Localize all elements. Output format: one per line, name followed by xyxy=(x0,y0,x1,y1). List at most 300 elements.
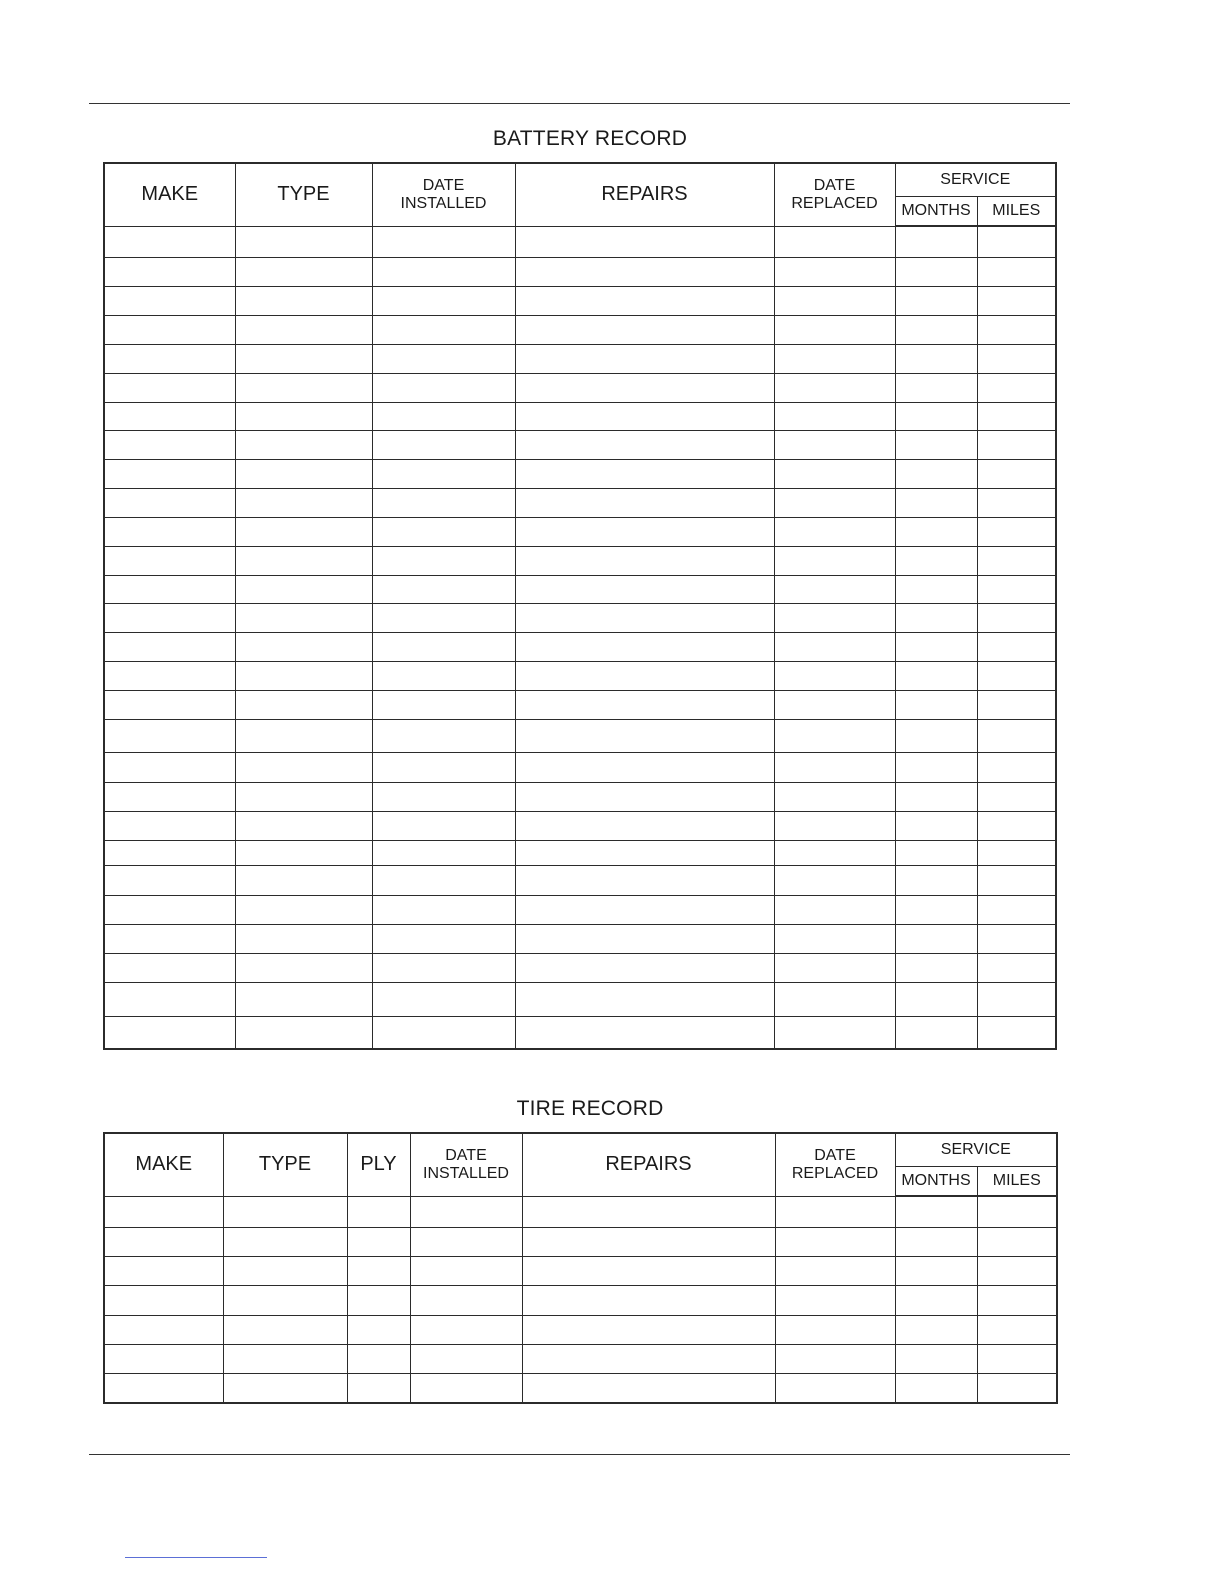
tire-cell[interactable] xyxy=(347,1285,410,1315)
bottom-rule xyxy=(89,1454,1070,1455)
battery-cell[interactable] xyxy=(895,430,977,459)
tire-cell[interactable] xyxy=(223,1227,347,1256)
battery-row xyxy=(104,257,1056,286)
battery-cell[interactable] xyxy=(977,895,1056,924)
battery-cell[interactable] xyxy=(515,603,774,632)
battery-cell[interactable] xyxy=(977,603,1056,632)
battery-cell[interactable] xyxy=(372,895,515,924)
battery-cell[interactable] xyxy=(774,632,895,661)
battery-cell[interactable] xyxy=(515,782,774,811)
battery-cell[interactable] xyxy=(895,719,977,752)
battery-row xyxy=(104,982,1056,1016)
tire-header-ply: PLY xyxy=(347,1133,410,1196)
battery-cell[interactable] xyxy=(104,865,235,895)
battery-cell[interactable] xyxy=(104,373,235,402)
battery-cell[interactable] xyxy=(895,895,977,924)
battery-cell[interactable] xyxy=(104,752,235,782)
tire-cell[interactable] xyxy=(104,1315,223,1344)
battery-cell[interactable] xyxy=(104,1016,235,1049)
battery-header-date-replaced: DATE REPLACED xyxy=(774,163,895,226)
battery-cell[interactable] xyxy=(895,459,977,488)
battery-row xyxy=(104,488,1056,517)
battery-cell[interactable] xyxy=(774,840,895,865)
tire-cell[interactable] xyxy=(410,1315,522,1344)
battery-cell[interactable] xyxy=(372,865,515,895)
battery-cell[interactable] xyxy=(235,982,372,1016)
battery-cell[interactable] xyxy=(104,575,235,603)
battery-cell[interactable] xyxy=(515,924,774,953)
battery-cell[interactable] xyxy=(895,257,977,286)
battery-row xyxy=(104,575,1056,603)
battery-cell[interactable] xyxy=(774,752,895,782)
battery-cell[interactable] xyxy=(895,924,977,953)
tire-cell[interactable] xyxy=(104,1227,223,1256)
tire-cell[interactable] xyxy=(522,1373,775,1403)
battery-cell[interactable] xyxy=(977,257,1056,286)
battery-cell[interactable] xyxy=(977,226,1056,257)
battery-row xyxy=(104,603,1056,632)
battery-cell[interactable] xyxy=(774,257,895,286)
battery-cell[interactable] xyxy=(774,430,895,459)
battery-cell[interactable] xyxy=(977,575,1056,603)
battery-cell[interactable] xyxy=(235,1016,372,1049)
battery-cell[interactable] xyxy=(104,690,235,719)
battery-cell[interactable] xyxy=(372,811,515,840)
battery-cell[interactable] xyxy=(977,632,1056,661)
battery-cell[interactable] xyxy=(774,517,895,546)
battery-cell[interactable] xyxy=(895,546,977,575)
tire-header-miles: MILES xyxy=(977,1167,1057,1197)
battery-cell[interactable] xyxy=(104,546,235,575)
tire-header-type: TYPE xyxy=(223,1133,347,1196)
battery-cell[interactable] xyxy=(235,257,372,286)
battery-row xyxy=(104,924,1056,953)
tire-cell[interactable] xyxy=(977,1196,1057,1227)
tire-cell[interactable] xyxy=(895,1373,977,1403)
battery-cell[interactable] xyxy=(895,840,977,865)
battery-cell[interactable] xyxy=(372,1016,515,1049)
battery-cell[interactable] xyxy=(977,488,1056,517)
battery-cell[interactable] xyxy=(977,344,1056,373)
battery-cell[interactable] xyxy=(977,430,1056,459)
battery-cell[interactable] xyxy=(372,315,515,344)
battery-row xyxy=(104,373,1056,402)
battery-cell[interactable] xyxy=(515,402,774,430)
battery-cell[interactable] xyxy=(104,924,235,953)
battery-cell[interactable] xyxy=(235,603,372,632)
battery-cell[interactable] xyxy=(235,488,372,517)
battery-cell[interactable] xyxy=(515,459,774,488)
battery-cell[interactable] xyxy=(515,257,774,286)
battery-cell[interactable] xyxy=(515,895,774,924)
battery-row xyxy=(104,895,1056,924)
battery-cell[interactable] xyxy=(372,344,515,373)
battery-cell[interactable] xyxy=(104,953,235,982)
tire-cell[interactable] xyxy=(775,1256,895,1285)
tire-cell[interactable] xyxy=(347,1373,410,1403)
tire-cell[interactable] xyxy=(977,1256,1057,1285)
battery-cell[interactable] xyxy=(372,603,515,632)
battery-cell[interactable] xyxy=(104,811,235,840)
battery-cell[interactable] xyxy=(235,752,372,782)
battery-cell[interactable] xyxy=(104,286,235,315)
battery-cell[interactable] xyxy=(895,315,977,344)
battery-row xyxy=(104,752,1056,782)
battery-cell[interactable] xyxy=(372,257,515,286)
battery-cell[interactable] xyxy=(774,373,895,402)
battery-cell[interactable] xyxy=(235,661,372,690)
footer-link-underline xyxy=(125,1557,267,1558)
battery-cell[interactable] xyxy=(515,719,774,752)
battery-cell[interactable] xyxy=(235,286,372,315)
battery-cell[interactable] xyxy=(774,315,895,344)
tire-cell[interactable] xyxy=(223,1315,347,1344)
tire-cell[interactable] xyxy=(347,1227,410,1256)
battery-cell[interactable] xyxy=(895,632,977,661)
tire-cell[interactable] xyxy=(895,1256,977,1285)
battery-row xyxy=(104,690,1056,719)
battery-cell[interactable] xyxy=(977,840,1056,865)
battery-cell[interactable] xyxy=(895,865,977,895)
tire-cell[interactable] xyxy=(522,1256,775,1285)
tire-cell[interactable] xyxy=(977,1227,1057,1256)
battery-cell[interactable] xyxy=(515,953,774,982)
battery-cell[interactable] xyxy=(774,782,895,811)
tire-cell[interactable] xyxy=(977,1285,1057,1315)
tire-cell[interactable] xyxy=(410,1227,522,1256)
battery-cell[interactable] xyxy=(774,953,895,982)
battery-cell[interactable] xyxy=(372,840,515,865)
battery-cell[interactable] xyxy=(774,811,895,840)
battery-cell[interactable] xyxy=(515,226,774,257)
battery-cell[interactable] xyxy=(977,752,1056,782)
battery-cell[interactable] xyxy=(372,782,515,811)
tire-cell[interactable] xyxy=(347,1196,410,1227)
tire-cell[interactable] xyxy=(522,1196,775,1227)
tire-cell[interactable] xyxy=(977,1315,1057,1344)
battery-header-months: MONTHS xyxy=(895,197,977,227)
battery-cell[interactable] xyxy=(774,344,895,373)
battery-cell[interactable] xyxy=(372,546,515,575)
battery-cell[interactable] xyxy=(372,982,515,1016)
battery-row xyxy=(104,344,1056,373)
tire-cell[interactable] xyxy=(347,1256,410,1285)
tire-cell[interactable] xyxy=(895,1344,977,1373)
tire-cell[interactable] xyxy=(775,1285,895,1315)
battery-cell[interactable] xyxy=(895,782,977,811)
battery-row xyxy=(104,286,1056,315)
battery-cell[interactable] xyxy=(977,517,1056,546)
battery-cell[interactable] xyxy=(235,895,372,924)
battery-row xyxy=(104,811,1056,840)
tire-cell[interactable] xyxy=(104,1344,223,1373)
battery-cell[interactable] xyxy=(977,1016,1056,1049)
tire-cell[interactable] xyxy=(410,1256,522,1285)
battery-cell[interactable] xyxy=(774,1016,895,1049)
battery-cell[interactable] xyxy=(104,632,235,661)
tire-cell[interactable] xyxy=(410,1344,522,1373)
battery-record-table xyxy=(103,162,1057,1050)
battery-cell[interactable] xyxy=(235,719,372,752)
battery-cell[interactable] xyxy=(774,603,895,632)
battery-cell[interactable] xyxy=(977,661,1056,690)
battery-cell[interactable] xyxy=(515,840,774,865)
tire-cell[interactable] xyxy=(223,1196,347,1227)
tire-cell[interactable] xyxy=(895,1227,977,1256)
tire-row xyxy=(104,1227,1057,1256)
battery-cell[interactable] xyxy=(104,315,235,344)
tire-cell[interactable] xyxy=(223,1373,347,1403)
battery-cell[interactable] xyxy=(515,1016,774,1049)
tire-cell[interactable] xyxy=(775,1315,895,1344)
battery-cell[interactable] xyxy=(372,459,515,488)
battery-cell[interactable] xyxy=(774,402,895,430)
battery-cell[interactable] xyxy=(515,865,774,895)
battery-cell[interactable] xyxy=(104,517,235,546)
tire-cell[interactable] xyxy=(775,1344,895,1373)
battery-cell[interactable] xyxy=(977,953,1056,982)
battery-cell[interactable] xyxy=(104,226,235,257)
battery-cell[interactable] xyxy=(372,373,515,402)
tire-cell[interactable] xyxy=(522,1227,775,1256)
battery-header-repairs: REPAIRS xyxy=(515,163,774,226)
battery-header-miles: MILES xyxy=(977,197,1056,227)
battery-cell[interactable] xyxy=(372,575,515,603)
battery-cell[interactable] xyxy=(774,488,895,517)
battery-cell[interactable] xyxy=(235,690,372,719)
battery-cell[interactable] xyxy=(372,690,515,719)
battery-cell[interactable] xyxy=(895,286,977,315)
battery-row xyxy=(104,840,1056,865)
battery-cell[interactable] xyxy=(235,782,372,811)
battery-cell[interactable] xyxy=(372,661,515,690)
battery-header-service: SERVICE xyxy=(895,163,1056,197)
battery-cell[interactable] xyxy=(372,924,515,953)
battery-cell[interactable] xyxy=(774,895,895,924)
battery-cell[interactable] xyxy=(515,344,774,373)
battery-cell[interactable] xyxy=(235,459,372,488)
battery-cell[interactable] xyxy=(977,373,1056,402)
tire-cell[interactable] xyxy=(223,1285,347,1315)
battery-cell[interactable] xyxy=(372,632,515,661)
battery-row xyxy=(104,459,1056,488)
tire-cell[interactable] xyxy=(977,1373,1057,1403)
battery-cell[interactable] xyxy=(774,865,895,895)
battery-cell[interactable] xyxy=(977,546,1056,575)
battery-cell[interactable] xyxy=(104,603,235,632)
battery-cell[interactable] xyxy=(515,982,774,1016)
battery-cell[interactable] xyxy=(895,344,977,373)
tire-cell[interactable] xyxy=(775,1227,895,1256)
battery-cell[interactable] xyxy=(977,719,1056,752)
battery-row xyxy=(104,865,1056,895)
battery-cell[interactable] xyxy=(774,982,895,1016)
battery-cell[interactable] xyxy=(372,517,515,546)
tire-cell[interactable] xyxy=(775,1373,895,1403)
battery-cell[interactable] xyxy=(895,603,977,632)
battery-cell[interactable] xyxy=(977,286,1056,315)
battery-row xyxy=(104,226,1056,257)
top-rule xyxy=(89,103,1070,104)
battery-cell[interactable] xyxy=(515,632,774,661)
battery-cell[interactable] xyxy=(515,546,774,575)
battery-cell[interactable] xyxy=(515,752,774,782)
battery-cell[interactable] xyxy=(977,982,1056,1016)
tire-cell[interactable] xyxy=(895,1285,977,1315)
tire-cell[interactable] xyxy=(104,1285,223,1315)
tire-cell[interactable] xyxy=(977,1344,1057,1373)
battery-cell[interactable] xyxy=(895,752,977,782)
battery-cell[interactable] xyxy=(895,953,977,982)
battery-cell[interactable] xyxy=(372,719,515,752)
battery-cell[interactable] xyxy=(895,1016,977,1049)
battery-cell[interactable] xyxy=(774,661,895,690)
battery-cell[interactable] xyxy=(372,286,515,315)
battery-cell[interactable] xyxy=(104,895,235,924)
battery-cell[interactable] xyxy=(235,953,372,982)
tire-cell[interactable] xyxy=(522,1315,775,1344)
battery-cell[interactable] xyxy=(104,430,235,459)
battery-cell[interactable] xyxy=(774,226,895,257)
battery-cell[interactable] xyxy=(895,517,977,546)
battery-cell[interactable] xyxy=(235,632,372,661)
battery-cell[interactable] xyxy=(895,226,977,257)
battery-cell[interactable] xyxy=(104,982,235,1016)
battery-cell[interactable] xyxy=(895,811,977,840)
battery-row xyxy=(104,1016,1056,1049)
battery-cell[interactable] xyxy=(774,459,895,488)
battery-cell[interactable] xyxy=(977,402,1056,430)
battery-cell[interactable] xyxy=(774,575,895,603)
battery-cell[interactable] xyxy=(235,546,372,575)
battery-cell[interactable] xyxy=(515,315,774,344)
tire-header-make: MAKE xyxy=(104,1133,223,1196)
tire-cell[interactable] xyxy=(347,1344,410,1373)
battery-row xyxy=(104,315,1056,344)
battery-cell[interactable] xyxy=(515,661,774,690)
tire-cell[interactable] xyxy=(410,1373,522,1403)
battery-cell[interactable] xyxy=(104,402,235,430)
battery-cell[interactable] xyxy=(774,546,895,575)
tire-cell[interactable] xyxy=(223,1344,347,1373)
tire-cell[interactable] xyxy=(347,1315,410,1344)
battery-cell[interactable] xyxy=(235,865,372,895)
battery-row xyxy=(104,953,1056,982)
tire-row xyxy=(104,1315,1057,1344)
battery-cell[interactable] xyxy=(235,430,372,459)
battery-cell[interactable] xyxy=(774,719,895,752)
battery-cell[interactable] xyxy=(104,344,235,373)
battery-cell[interactable] xyxy=(372,430,515,459)
battery-cell[interactable] xyxy=(515,517,774,546)
battery-cell[interactable] xyxy=(235,517,372,546)
battery-header-type: TYPE xyxy=(235,163,372,226)
battery-cell[interactable] xyxy=(515,811,774,840)
battery-row xyxy=(104,546,1056,575)
battery-cell[interactable] xyxy=(895,661,977,690)
battery-row xyxy=(104,430,1056,459)
battery-cell[interactable] xyxy=(372,752,515,782)
battery-record-rows xyxy=(104,226,1056,1049)
battery-cell[interactable] xyxy=(235,840,372,865)
tire-cell[interactable] xyxy=(522,1285,775,1315)
battery-cell[interactable] xyxy=(235,402,372,430)
battery-cell[interactable] xyxy=(774,924,895,953)
tire-cell[interactable] xyxy=(223,1256,347,1285)
tire-cell[interactable] xyxy=(410,1285,522,1315)
battery-cell[interactable] xyxy=(235,315,372,344)
battery-header-date-installed: DATE INSTALLED xyxy=(372,163,515,226)
battery-cell[interactable] xyxy=(515,690,774,719)
battery-cell[interactable] xyxy=(977,782,1056,811)
battery-cell[interactable] xyxy=(895,373,977,402)
battery-cell[interactable] xyxy=(235,811,372,840)
battery-cell[interactable] xyxy=(895,402,977,430)
tire-record-rows xyxy=(104,1196,1057,1403)
battery-cell[interactable] xyxy=(372,953,515,982)
battery-cell[interactable] xyxy=(515,373,774,402)
battery-cell[interactable] xyxy=(774,690,895,719)
battery-cell[interactable] xyxy=(104,459,235,488)
tire-header-service: SERVICE xyxy=(895,1133,1057,1167)
battery-cell[interactable] xyxy=(104,488,235,517)
battery-cell[interactable] xyxy=(372,402,515,430)
tire-header-date-replaced: DATE REPLACED xyxy=(775,1133,895,1196)
tire-cell[interactable] xyxy=(104,1373,223,1403)
tire-cell[interactable] xyxy=(895,1196,977,1227)
battery-cell[interactable] xyxy=(372,226,515,257)
tire-record-table xyxy=(103,1132,1058,1404)
tire-cell[interactable] xyxy=(410,1196,522,1227)
battery-cell[interactable] xyxy=(515,430,774,459)
battery-cell[interactable] xyxy=(895,488,977,517)
battery-cell[interactable] xyxy=(235,226,372,257)
battery-cell[interactable] xyxy=(515,575,774,603)
battery-cell[interactable] xyxy=(515,286,774,315)
tire-cell[interactable] xyxy=(775,1196,895,1227)
battery-cell[interactable] xyxy=(977,811,1056,840)
battery-row xyxy=(104,661,1056,690)
battery-cell[interactable] xyxy=(235,344,372,373)
tire-cell[interactable] xyxy=(104,1256,223,1285)
tire-cell[interactable] xyxy=(895,1315,977,1344)
battery-cell[interactable] xyxy=(235,373,372,402)
tire-row xyxy=(104,1285,1057,1315)
battery-cell[interactable] xyxy=(977,315,1056,344)
battery-cell[interactable] xyxy=(895,690,977,719)
battery-cell[interactable] xyxy=(104,661,235,690)
battery-cell[interactable] xyxy=(977,924,1056,953)
battery-cell[interactable] xyxy=(104,719,235,752)
battery-cell[interactable] xyxy=(895,982,977,1016)
battery-cell[interactable] xyxy=(372,488,515,517)
battery-cell[interactable] xyxy=(235,924,372,953)
tire-cell[interactable] xyxy=(104,1196,223,1227)
battery-row xyxy=(104,402,1056,430)
battery-cell[interactable] xyxy=(977,459,1056,488)
tire-cell[interactable] xyxy=(522,1344,775,1373)
battery-cell[interactable] xyxy=(515,488,774,517)
battery-cell[interactable] xyxy=(104,840,235,865)
battery-cell[interactable] xyxy=(104,782,235,811)
battery-cell[interactable] xyxy=(235,575,372,603)
battery-cell[interactable] xyxy=(977,865,1056,895)
tire-row xyxy=(104,1373,1057,1403)
battery-cell[interactable] xyxy=(977,690,1056,719)
battery-cell[interactable] xyxy=(895,575,977,603)
battery-cell[interactable] xyxy=(774,286,895,315)
battery-cell[interactable] xyxy=(104,257,235,286)
